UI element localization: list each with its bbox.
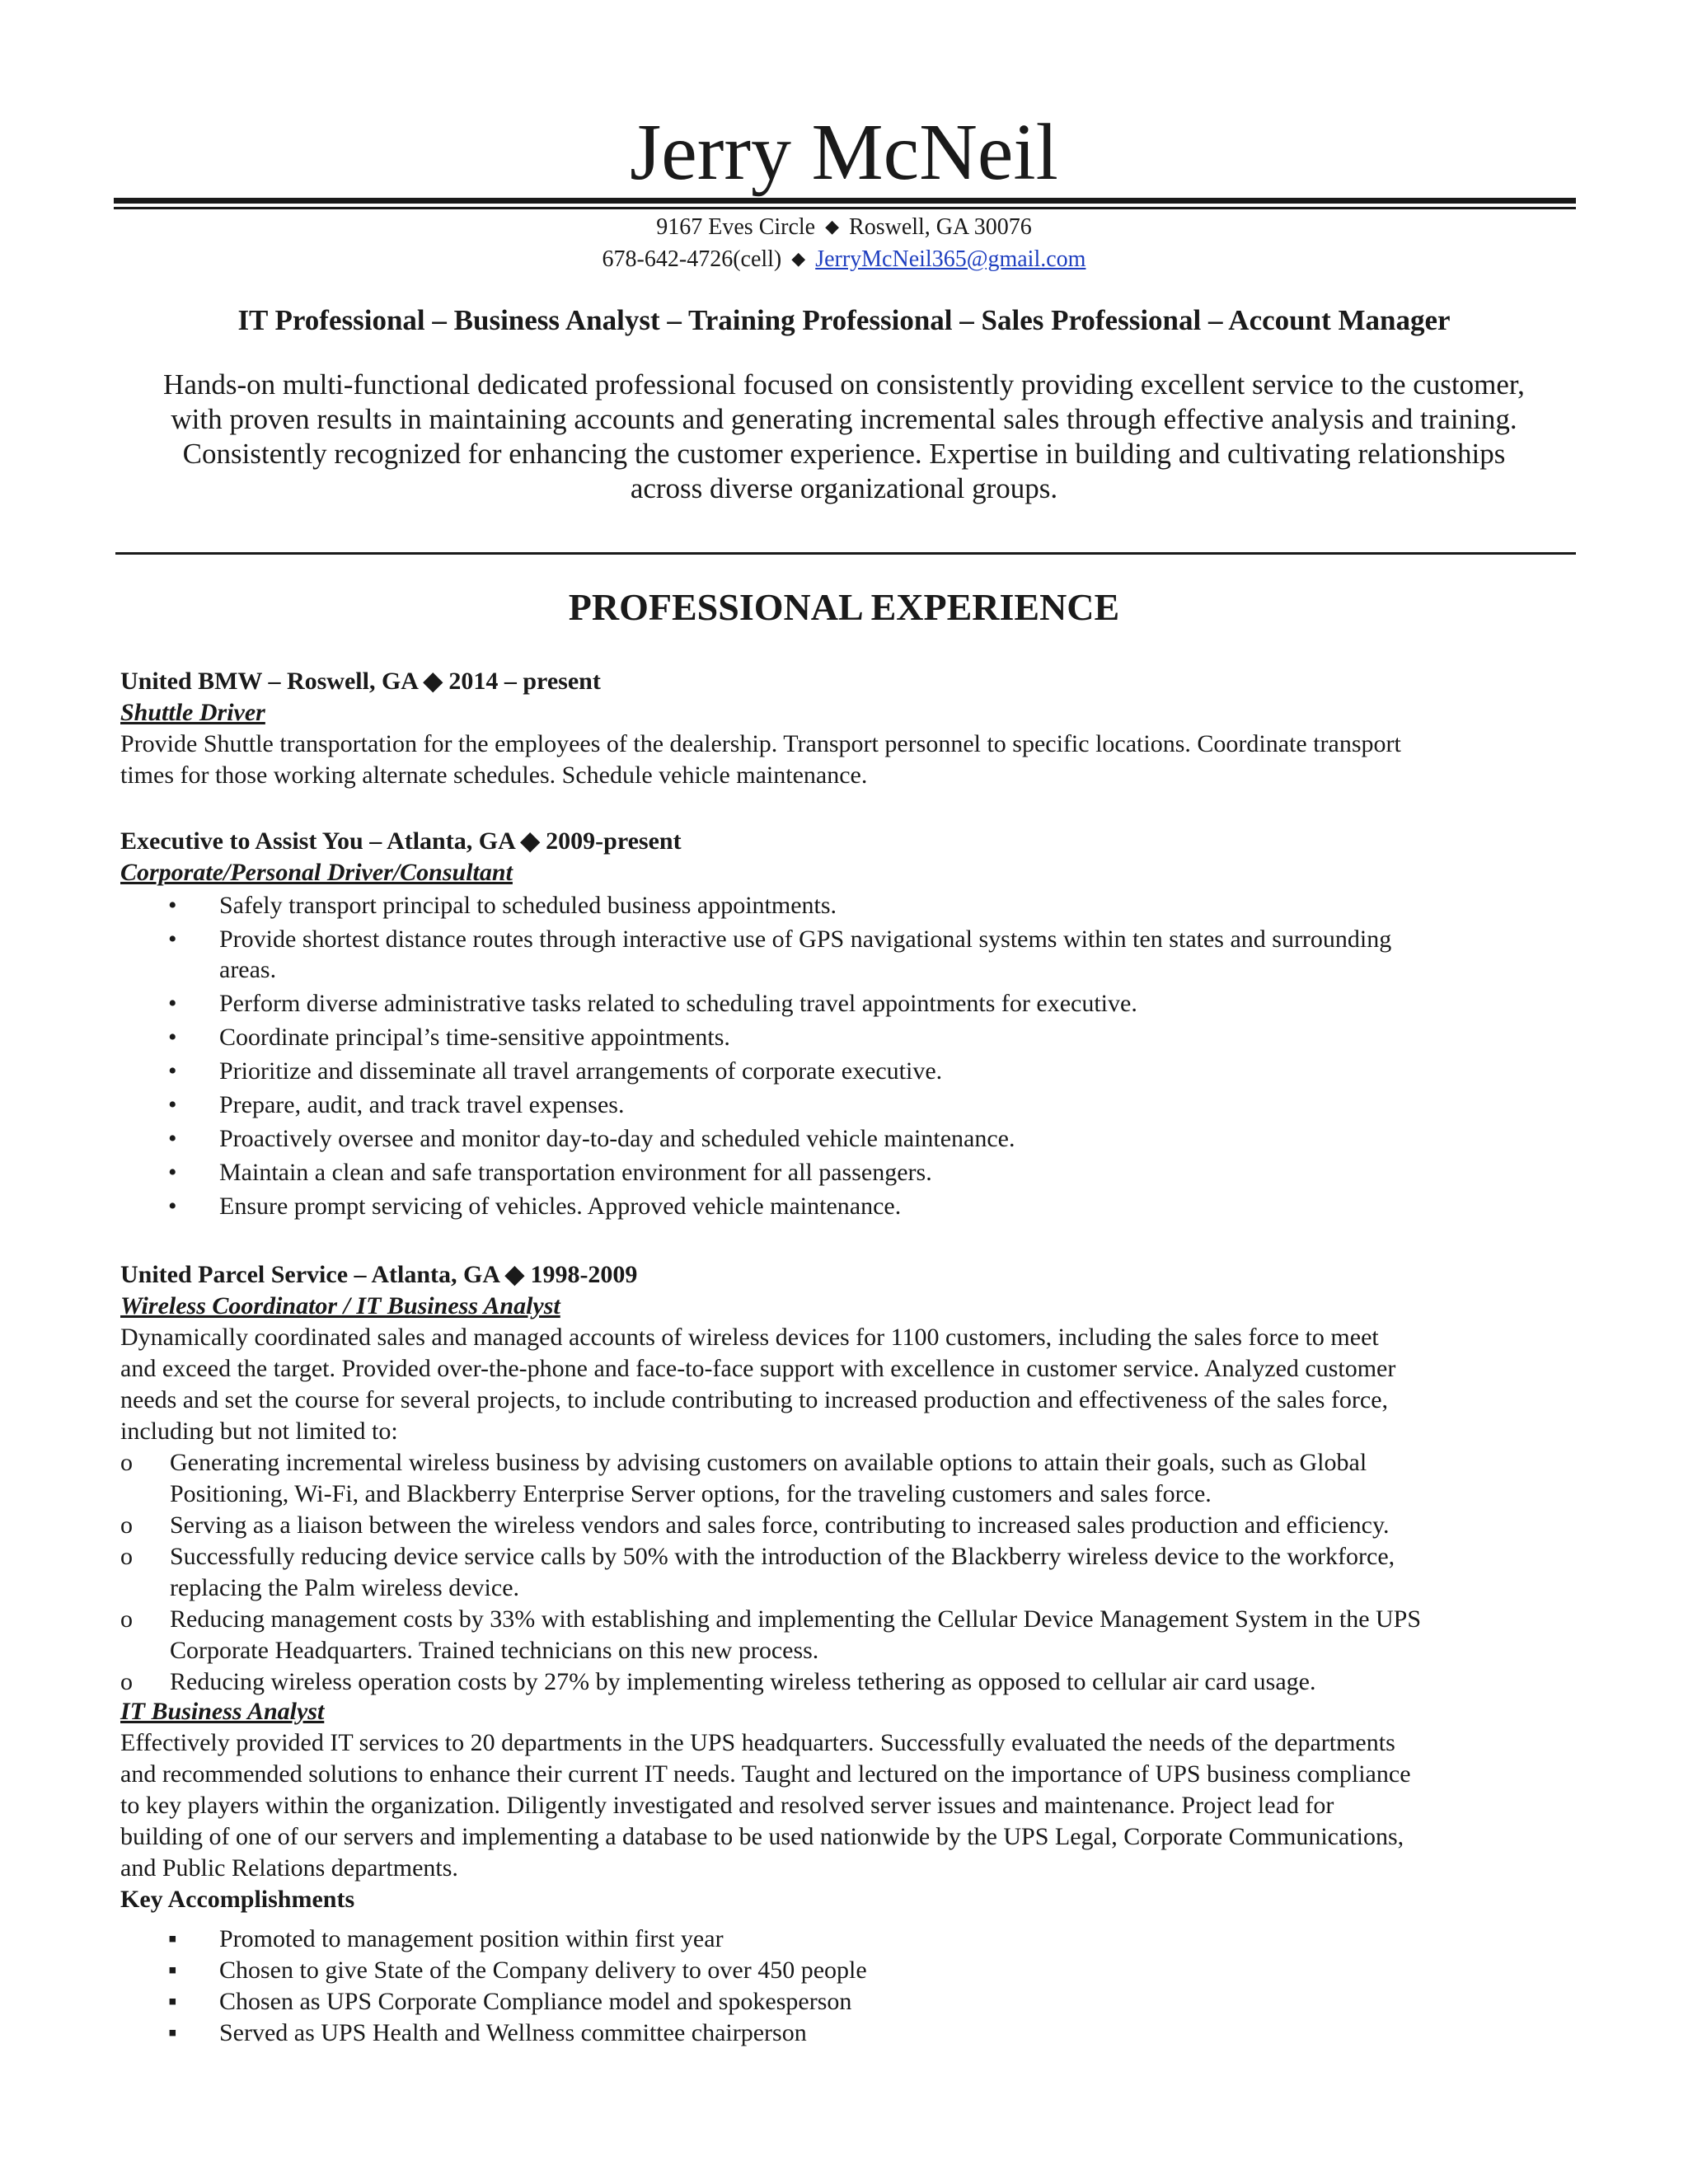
list-item-text: areas. — [219, 956, 277, 983]
bullet-dot-icon: • — [168, 1091, 177, 1118]
bullet-o-icon: o — [120, 1449, 133, 1476]
job-description-line: to key players within the organization. Diligently investigated and resolved server issues and maintenance. Project lead for — [120, 1792, 1334, 1819]
job-role: Shuttle Driver — [120, 699, 265, 726]
list-item-text: Served as UPS Health and Wellness committee chairperson — [219, 2019, 807, 2046]
bullet-square-icon: ▪ — [168, 2019, 177, 2046]
employer-heading: United BMW – Roswell, GA ◆ 2014 – present — [120, 668, 601, 695]
bullet-o-icon: o — [120, 1511, 133, 1539]
list-item-text: Chosen to give State of the Company delivery to over 450 people — [219, 1957, 867, 1984]
employer-heading: Executive to Assist You – Atlanta, GA ◆ 2009-present — [120, 827, 682, 855]
list-item-text: replacing the Palm wireless device. — [170, 1574, 520, 1601]
job-description-line: needs and set the course for several projects, to include contributing to increased production and effectiveness of the sales force, — [120, 1386, 1389, 1413]
job-role: Wireless Coordinator / IT Business Analyst — [120, 1292, 560, 1319]
address-line — [0, 211, 1688, 243]
summary-line: Consistently recognized for enhancing the customer experience. Expertise in building and cultivating relationships — [182, 438, 1506, 470]
city-state-zip: Roswell, GA 30076 — [849, 214, 1032, 240]
bullet-dot-icon: • — [168, 990, 177, 1017]
list-item — [0, 1666, 1688, 1698]
employer-heading: United Parcel Service – Atlanta, GA ◆ 1998-2009 — [120, 1261, 638, 1288]
section-divider — [115, 552, 1576, 555]
job-executive-to-assist-you — [120, 826, 1579, 888]
bullet-square-icon: ▪ — [168, 1988, 177, 2015]
diamond-separator-icon: ◆ — [791, 248, 806, 269]
job-united-bmw — [120, 666, 1579, 791]
bullet-dot-icon: • — [168, 1125, 177, 1152]
list-item — [0, 1447, 1688, 1510]
list-item — [0, 1056, 1688, 1086]
diamond-separator-icon: ◆ — [825, 216, 840, 237]
list-item — [0, 890, 1688, 921]
list-item-text: Ensure prompt servicing of vehicles. Approved vehicle maintenance. — [219, 1193, 902, 1220]
list-item-text: Provide shortest distance routes through interactive use of GPS navigational systems within ten states and surrounding — [219, 926, 1392, 953]
job-united-parcel-service — [120, 1259, 1579, 1447]
section-title: PROFESSIONAL EXPERIENCE — [568, 586, 1120, 628]
street-address: 9167 Eves Circle — [656, 214, 816, 240]
list-item — [0, 988, 1688, 1019]
email-link[interactable]: JerryMcNeil365@gmail.com — [815, 246, 1086, 272]
professional-titles: IT Professional – Business Analyst – Training Professional – Sales Professional – Account Manager — [237, 304, 1451, 336]
list-item-text: Proactively oversee and monitor day-to-day and scheduled vehicle maintenance. — [219, 1125, 1015, 1152]
list-item-text: Prepare, audit, and track travel expenses. — [219, 1091, 625, 1118]
bullet-o-icon: o — [120, 1543, 133, 1570]
list-item-text: Reducing management costs by 33% with establishing and implementing the Cellular Device Management System in the UPS — [170, 1605, 1422, 1633]
list-item-text: Safely transport principal to scheduled business appointments. — [219, 892, 837, 919]
accomplishments-heading: Key Accomplishments — [120, 1886, 355, 1913]
list-item-text: Maintain a clean and safe transportation environment for all passengers. — [219, 1159, 932, 1186]
phone-number: 678-642-4726(cell) — [602, 246, 782, 272]
bullet-dot-icon: • — [168, 892, 177, 919]
phone-email-line — [0, 243, 1688, 275]
summary-paragraph — [115, 368, 1573, 506]
list-item — [0, 1090, 1688, 1120]
header-rule-thick — [114, 198, 1576, 204]
summary-line: with proven results in maintaining accounts and generating incremental sales through effective analysis and training. — [171, 403, 1517, 435]
summary-line: across diverse organizational groups. — [630, 472, 1058, 504]
bullet-dot-icon: • — [168, 1193, 177, 1220]
job-description-line: Provide Shuttle transportation for the employees of the dealership. Transport personnel to specific locations. Coordinate transport — [120, 730, 1401, 757]
list-item-text: Coordinate principal’s time-sensitive appointments. — [219, 1024, 730, 1051]
bullet-dot-icon: • — [168, 1057, 177, 1085]
list-item-text: Corporate Headquarters. Trained technicians on this new process. — [170, 1637, 819, 1664]
header-rule-thin — [114, 207, 1576, 209]
job-description-line: Dynamically coordinated sales and managed accounts of wireless devices for 1100 customers, including the sales force to meet — [120, 1324, 1379, 1351]
list-item — [0, 1123, 1688, 1154]
list-item — [0, 1924, 1688, 1955]
job-description-line: including but not limited to: — [120, 1418, 398, 1445]
list-item — [0, 1604, 1688, 1666]
list-item — [0, 1022, 1688, 1052]
list-item — [0, 1541, 1688, 1604]
summary-line: Hands-on multi-functional dedicated professional focused on consistently providing excellent service to the customer, — [163, 368, 1525, 401]
bullet-dot-icon: • — [168, 1024, 177, 1051]
list-item-text: Generating incremental wireless business by advising customers on available options to attain their goals, such as Global — [170, 1449, 1367, 1476]
list-item-text: Serving as a liaison between the wireless vendors and sales force, contributing to increased sales production and efficiency. — [170, 1511, 1390, 1539]
job-description-line: and recommended solutions to enhance their current IT needs. Taught and lectured on the importance of UPS business compliance — [120, 1760, 1411, 1788]
list-item-text: Reducing wireless operation costs by 27% by implementing wireless tethering as opposed to cellular air card usage. — [170, 1668, 1316, 1695]
list-item-text: Promoted to management position within first year — [219, 1925, 724, 1952]
job-description-line: building of one of our servers and implementing a database to be used nationwide by the UPS Legal, Corporate Communications, — [120, 1823, 1404, 1850]
job-description-line: and exceed the target. Provided over-the-phone and face-to-face support with excellence in customer service. Analyzed customer — [120, 1355, 1396, 1382]
job-role: IT Business Analyst — [120, 1698, 325, 1725]
list-item-text: Positioning, Wi-Fi, and Blackberry Enterprise Server options, for the traveling customers and sales force. — [170, 1480, 1212, 1507]
list-item — [0, 1191, 1688, 1221]
job-description-line: Effectively provided IT services to 20 departments in the UPS headquarters. Successfully evaluated the needs of the departments — [120, 1729, 1395, 1756]
list-item — [0, 1986, 1688, 2018]
bullet-square-icon: ▪ — [168, 1925, 177, 1952]
list-item-text: Successfully reducing device service calls by 50% with the introduction of the Blackberry wireless device to the workforce, — [170, 1543, 1395, 1570]
job-role: Corporate/Personal Driver/Consultant — [120, 859, 513, 886]
job-description-line: times for those working alternate schedules. Schedule vehicle maintenance. — [120, 762, 868, 789]
list-item — [0, 1157, 1688, 1188]
it-business-analyst-block — [120, 1696, 1579, 1915]
list-item-text: Chosen as UPS Corporate Compliance model and spokesperson — [219, 1988, 852, 2015]
list-item-text: Perform diverse administrative tasks related to scheduling travel appointments for executive. — [219, 990, 1137, 1017]
list-item — [0, 924, 1688, 985]
bullet-dot-icon: • — [168, 926, 177, 953]
candidate-name: Jerry McNeil — [630, 108, 1058, 197]
list-item — [0, 1510, 1688, 1541]
list-item — [0, 2018, 1688, 2049]
bullet-dot-icon: • — [168, 1159, 177, 1186]
list-item — [0, 1955, 1688, 1986]
job-description-line: and Public Relations departments. — [120, 1854, 458, 1882]
bullet-o-icon: o — [120, 1668, 133, 1695]
list-item-text: Prioritize and disseminate all travel arrangements of corporate executive. — [219, 1057, 943, 1085]
bullet-o-icon: o — [120, 1605, 133, 1633]
bullet-square-icon: ▪ — [168, 1957, 177, 1984]
